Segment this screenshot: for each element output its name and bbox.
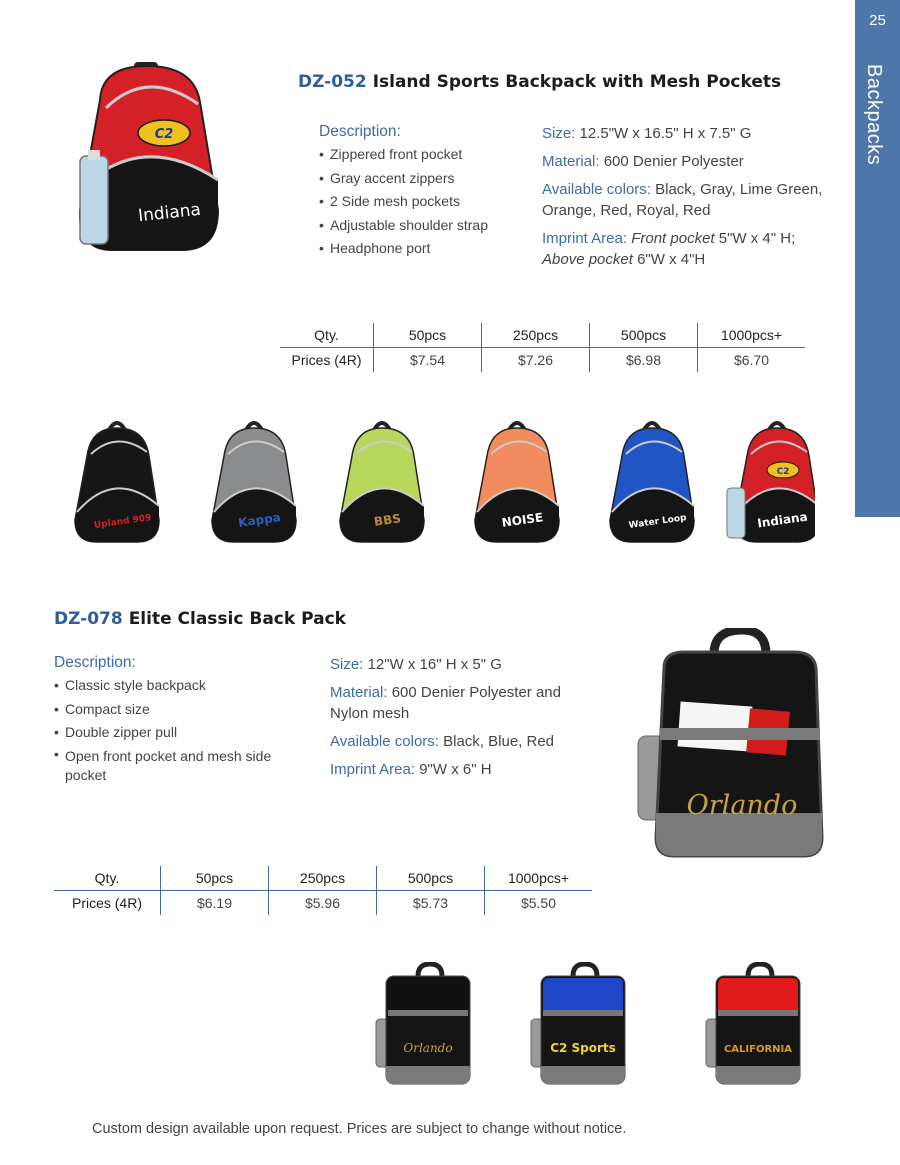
variant-backpack-4 bbox=[475, 423, 559, 542]
description-item: • Open front pocket and mesh side pocket bbox=[54, 745, 294, 785]
spec-material: Material: 600 Denier Polyester and Nylon mesh bbox=[330, 684, 561, 722]
svg-text:Indiana: Indiana bbox=[137, 199, 202, 227]
price-label: Prices (4R) bbox=[291, 352, 362, 368]
product-2-title: DZ-078 Elite Classic Back Pack bbox=[54, 609, 346, 629]
spec-size: Size: 12.5"W x 16.5" H x 7.5" G bbox=[542, 125, 752, 142]
variant-imprint: Orlando bbox=[403, 1041, 453, 1055]
description-item: • Headphone port bbox=[319, 237, 524, 261]
variant-backpack-2 bbox=[531, 964, 625, 1084]
variant-backpack-3 bbox=[706, 964, 800, 1084]
footer-note: Custom design available upon request. Prices are subject to change without notice. bbox=[92, 1121, 627, 1137]
svg-text:C2: C2 bbox=[154, 127, 174, 142]
product-1-description bbox=[319, 123, 524, 261]
spec-imprint: Imprint Area: Front pocket 5"W x 4" H; Above pocket 6"W x 4"H bbox=[542, 230, 796, 268]
description-item: • Gray accent zippers bbox=[319, 167, 524, 191]
qty-label: Qty. bbox=[280, 323, 374, 348]
variant-imprint: Upland 909 bbox=[93, 513, 152, 531]
description-item: • Adjustable shoulder strap bbox=[319, 214, 524, 238]
page-number: 25 bbox=[869, 12, 886, 29]
product-2-description bbox=[54, 654, 294, 785]
price-label: Prices (4R) bbox=[71, 895, 142, 911]
description-item: • Classic style backpack bbox=[54, 674, 294, 698]
spec-colors: Available colors: Black, Gray, Lime Green, Orange, Red, Royal, Red bbox=[542, 181, 823, 219]
variant-imprint: CALIFORNIA bbox=[723, 1044, 793, 1055]
spec-material: Material: 600 Denier Polyester bbox=[542, 153, 744, 170]
spec-size: Size: 12"W x 16" H x 5" G bbox=[330, 656, 502, 673]
backpack-1-illustration bbox=[72, 60, 222, 255]
variant-backpack-5 bbox=[610, 423, 694, 542]
variant-backpack-6 bbox=[727, 423, 815, 542]
description-heading: Description: bbox=[319, 123, 401, 140]
product-1-price-table: Qty. 50pcs 250pcs 500pcs 1000pcs+ Prices (4R) $7.54 $7.26 $6.98 $6.70 bbox=[280, 323, 805, 372]
product-2-color-variants bbox=[370, 962, 820, 1090]
product-2-specs bbox=[330, 654, 565, 787]
description-item: • Double zipper pull bbox=[54, 721, 294, 745]
product-1-title: DZ-052 Island Sports Backpack with Mesh Pockets bbox=[298, 72, 782, 92]
description-item: • Zippered front pocket bbox=[319, 143, 524, 167]
variant-backpack-3 bbox=[340, 423, 424, 542]
variant-backpack-1 bbox=[376, 964, 470, 1084]
description-item: • 2 Side mesh pockets bbox=[319, 190, 524, 214]
variant-logo: C2 bbox=[776, 467, 790, 477]
description-item: • Compact size bbox=[54, 698, 294, 722]
variant-imprint: Indiana bbox=[756, 509, 809, 531]
product-2-main-image bbox=[634, 628, 829, 858]
variant-imprint: C2 Sports bbox=[550, 1041, 616, 1055]
backpack-2-illustration bbox=[634, 628, 829, 858]
spec-colors: Available colors: Black, Blue, Red bbox=[330, 733, 555, 750]
product-2-price-table: Qty. 50pcs 250pcs 500pcs 1000pcs+ Prices (4R) $6.19 $5.96 $5.73 $5.50 bbox=[54, 866, 592, 915]
variant-imprint: NOISE bbox=[500, 510, 544, 530]
product-1-color-variants bbox=[55, 412, 815, 552]
svg-text:Orlando: Orlando bbox=[686, 790, 798, 821]
section-label: Backpacks bbox=[863, 64, 885, 166]
product-1-specs bbox=[542, 123, 842, 277]
description-heading: Description: bbox=[54, 654, 136, 671]
qty-label: Qty. bbox=[54, 866, 161, 891]
product-1-main-image bbox=[72, 60, 222, 255]
spec-imprint: Imprint Area: 9"W x 6" H bbox=[330, 761, 492, 778]
variant-backpack-1 bbox=[75, 423, 159, 542]
variant-imprint: Kappa bbox=[237, 510, 282, 530]
variant-backpack-2 bbox=[212, 423, 296, 542]
variant-imprint: BBS bbox=[373, 511, 402, 529]
variant-imprint: Water Loop bbox=[628, 513, 688, 532]
